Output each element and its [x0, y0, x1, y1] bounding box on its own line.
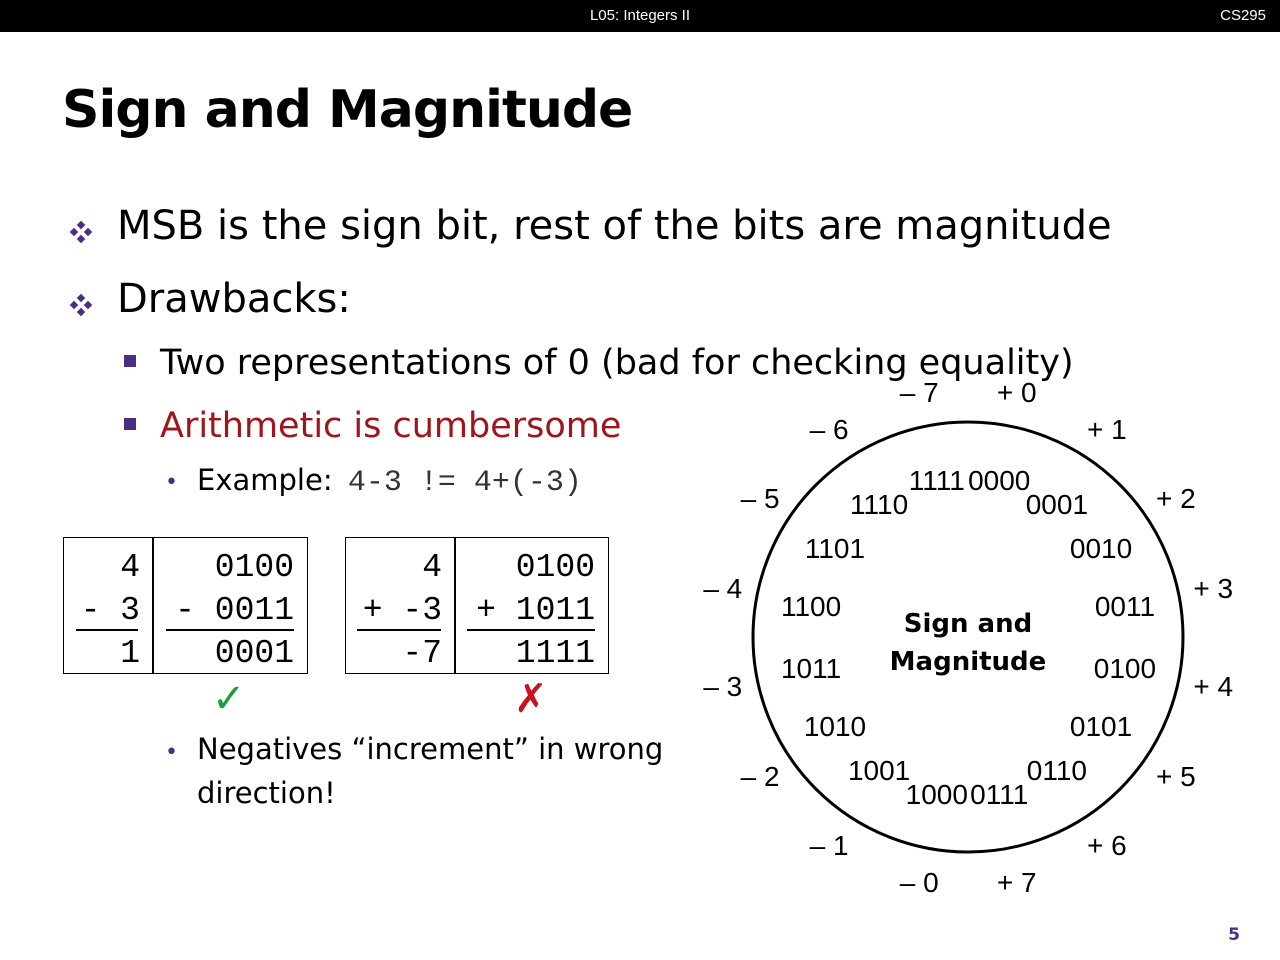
- course-code: CS295: [1220, 7, 1266, 24]
- dec-result: -7: [402, 635, 442, 672]
- wheel-bits-label: 1101: [804, 533, 866, 565]
- negatives-line-2: direction!: [197, 776, 336, 810]
- wheel-value-label: + 4: [1193, 670, 1234, 702]
- bin-operand-1: 0100: [214, 549, 294, 586]
- dec-operand-1: 4: [120, 549, 140, 586]
- wheel-value-label: + 2: [1156, 483, 1196, 515]
- wheel-bits-label: 1111: [908, 465, 965, 497]
- bin-operand-1: 0100: [515, 549, 595, 586]
- wheel-bits-label: 0000: [968, 465, 1031, 497]
- wheel-bits-label: 0101: [1069, 710, 1133, 742]
- wheel-value-label: + 7: [996, 867, 1037, 899]
- wheel-bits-label: 0110: [1026, 755, 1088, 787]
- page-number: 5: [1228, 925, 1240, 945]
- wheel-bits-label: 0010: [1069, 533, 1133, 565]
- bullet-drawbacks: Drawbacks:: [117, 276, 351, 322]
- negatives-line-1: Negatives “increment” in wrong: [197, 732, 664, 766]
- sub-bullet-arithmetic: Arithmetic is cumbersome: [160, 406, 622, 446]
- wheel-center-label: [868, 605, 1068, 681]
- bin-operand-2: + 1011: [476, 592, 595, 629]
- example-label: Example:: [197, 463, 333, 497]
- wheel-bits-label: 1110: [850, 488, 909, 520]
- sub-bullet-two-zeros: Two representations of 0 (bad for checking equality): [160, 343, 1074, 383]
- lecture-title: L05: Integers II: [589, 7, 691, 24]
- wheel-value-label: – 2: [740, 760, 780, 792]
- wheel-bits-label: 0111: [970, 778, 1029, 810]
- wheel-bits-label: 1100: [780, 590, 842, 622]
- wheel-bits-label: 0011: [1094, 590, 1156, 622]
- wheel-value-label: – 3: [703, 670, 743, 702]
- cross-mark-icon: ✗: [514, 676, 548, 722]
- checkmark-icon: ✓: [212, 676, 246, 722]
- slide-title: Sign and Magnitude: [62, 80, 633, 140]
- wheel-value-label: + 6: [1087, 829, 1127, 861]
- dot-bullet-icon: •: [165, 470, 178, 495]
- wheel-bits-label: 0100: [1093, 653, 1157, 685]
- wheel-center-line-1: Sign and: [903, 609, 1033, 639]
- wheel-bits-label: 1000: [905, 778, 968, 810]
- bin-operand-2: - 0011: [175, 592, 294, 629]
- wheel-value-label: – 6: [809, 414, 849, 446]
- wheel-value-label: – 4: [703, 573, 743, 605]
- dec-operand-1: 4: [422, 549, 442, 586]
- wheel-value-label: – 1: [809, 829, 849, 861]
- example-code: 4-3 != 4+(-3): [347, 466, 582, 500]
- wheel-center-line-2: Magnitude: [889, 647, 1047, 677]
- wheel-value-label: – 5: [740, 483, 780, 515]
- dec-operand-2: + -3: [362, 592, 442, 629]
- wheel-value-label: + 3: [1193, 573, 1234, 605]
- wheel-bits-label: 1011: [780, 653, 842, 685]
- dec-result: 1: [120, 635, 140, 672]
- wheel-value-label: + 5: [1156, 760, 1196, 792]
- wheel-bits-label: 1010: [803, 710, 867, 742]
- bin-result: 1111: [515, 635, 595, 672]
- wheel-bits-label: 0001: [1025, 488, 1089, 520]
- bin-result: 0001: [214, 635, 294, 672]
- bullet-msb: MSB is the sign bit, rest of the bits are magnitude: [117, 203, 1112, 249]
- wheel-value-label: – 7: [899, 376, 939, 408]
- wheel-value-label: – 0: [899, 867, 939, 899]
- dot-bullet-icon: •: [165, 740, 178, 765]
- wheel-bits-label: 1001: [847, 755, 911, 787]
- wheel-value-label: + 1: [1087, 414, 1127, 446]
- wheel-value-label: + 0: [996, 376, 1037, 408]
- dec-operand-2: - 3: [80, 592, 140, 629]
